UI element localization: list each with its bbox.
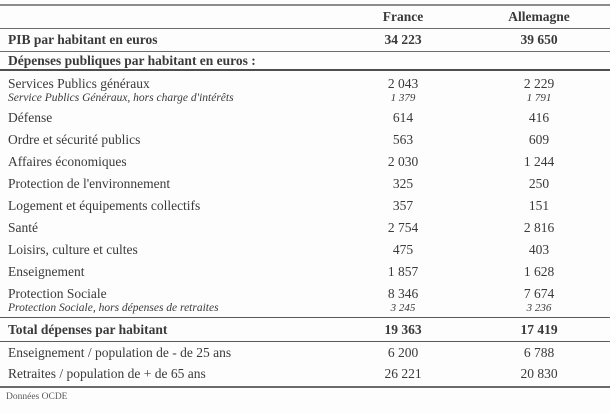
source-note: Données OCDE [6, 392, 68, 402]
value-allemagne: 151 [528, 198, 550, 213]
row-label: PIB par habitant en euros [8, 32, 158, 47]
table-row [0, 343, 610, 364]
row-label: Loisirs, culture et cultes [8, 242, 138, 257]
value-france: 2 043 [387, 76, 419, 91]
value-allemagne: 609 [528, 132, 550, 147]
value-allemagne: 17 419 [520, 321, 558, 337]
row-label: Protection de l'environnement [8, 176, 171, 191]
value-france: 475 [392, 242, 414, 257]
value-allemagne: 2 816 [523, 220, 555, 235]
row-label: Santé [8, 220, 38, 235]
value-france: 2 754 [387, 220, 419, 235]
value-france: 357 [392, 198, 414, 213]
value-france: 8 346 [387, 286, 419, 301]
value-france: 34 223 [384, 32, 422, 47]
value-allemagne: 2 229 [523, 76, 555, 91]
value-allemagne: 1 244 [523, 154, 555, 169]
row-label: Services Publics généraux [8, 76, 150, 91]
value-france: 1 857 [387, 264, 419, 279]
value-france: 325 [392, 176, 414, 191]
row-label: Protection Sociale [8, 286, 107, 301]
expenditure-rows [0, 71, 610, 315]
value-allemagne: 20 830 [520, 365, 558, 381]
table-row [0, 151, 610, 173]
value-france: 2 030 [387, 154, 419, 169]
table-row [0, 107, 610, 129]
value-allemagne: 1 791 [526, 91, 552, 104]
table-header-row [0, 4, 610, 29]
value-allemagne: 403 [528, 242, 550, 257]
row-label: Logement et équipements collectifs [8, 198, 201, 213]
value-france: 563 [392, 132, 414, 147]
row-label: Enseignement [8, 264, 85, 279]
table-row-pib [0, 29, 610, 52]
row-label: Affaires économiques [8, 154, 127, 169]
table-subrow [0, 300, 610, 315]
column-header-allemagne: Allemagne [508, 9, 570, 24]
table-row [0, 364, 610, 385]
value-allemagne: 6 788 [523, 345, 555, 361]
table-subrow [0, 90, 610, 105]
value-france: 3 245 [390, 301, 416, 314]
value-allemagne: 3 236 [526, 301, 552, 314]
value-allemagne: 1 628 [523, 264, 555, 279]
value-allemagne: 416 [528, 110, 550, 125]
ratio-rows [0, 342, 610, 388]
table-row [0, 261, 610, 283]
row-label: Enseignement / population de - de 25 ans [8, 345, 232, 361]
row-label: Défense [8, 110, 53, 125]
table-row [0, 195, 610, 217]
value-france: 614 [392, 110, 414, 125]
value-allemagne: 7 674 [523, 286, 555, 301]
table-row [0, 173, 610, 195]
value-france: 6 200 [387, 345, 419, 361]
table-row-total [0, 317, 610, 342]
table-row [0, 217, 610, 239]
table-row [0, 129, 610, 151]
row-label: Protection Sociale, hors dépenses de retraites [8, 301, 219, 314]
row-label: Service Publics Généraux, hors charge d'intérêts [8, 91, 234, 104]
value-allemagne: 39 650 [520, 32, 558, 47]
value-allemagne: 250 [528, 176, 550, 191]
value-france: 26 221 [384, 365, 422, 381]
value-france: 19 363 [384, 321, 422, 337]
table-row [0, 239, 610, 261]
row-label: Retraites / population de + de 65 ans [8, 365, 206, 381]
section-header-label: Dépenses publiques par habitant en euros : [8, 52, 256, 68]
column-header-france: France [382, 9, 424, 24]
value-france: 1 379 [390, 91, 416, 104]
row-label: Ordre et sécurité publics [8, 132, 141, 147]
row-label: Total dépenses par habitant [8, 321, 168, 337]
section-header-row [0, 52, 610, 71]
